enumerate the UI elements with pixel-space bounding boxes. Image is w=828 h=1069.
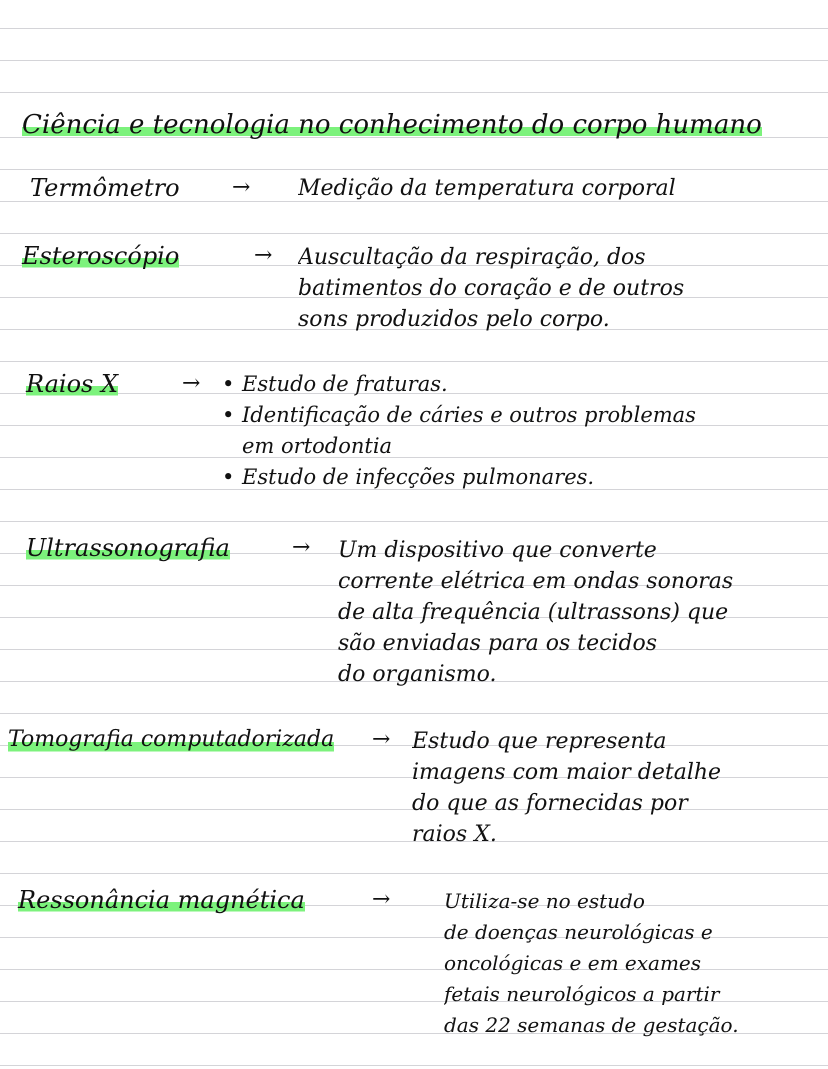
arrow-icon: → — [372, 887, 391, 912]
arrow-icon: → — [232, 175, 251, 200]
term-esteroscopio: Esteroscópio — [22, 242, 180, 270]
desc-ultrassonografia: Um dispositivo que converte corrente elétrica em ondas sonoras de alta frequência (ultrassons) que são enviadas para os tecidos do organismo. — [338, 538, 734, 687]
bullet-list-raios-x — [222, 369, 822, 493]
arrow-icon: → — [292, 535, 311, 560]
term-ultrassonografia: Ultrassonografia — [26, 534, 230, 562]
bullet-item: • Estudo de fraturas. — [222, 369, 822, 400]
term-raios-x: Raios X — [26, 370, 119, 398]
term-ressonancia: Ressonância magnética — [18, 886, 305, 914]
desc-ressonancia: Utiliza-se no estudo de doenças neurológicas e oncológicas e em exames fetais neurológicos a partir das 22 semanas de gestação. — [444, 889, 739, 1037]
page-title — [22, 108, 822, 142]
title-highlight: Ciência e tecnologia no conhecimento do corpo humano — [22, 110, 762, 140]
arrow-icon: → — [254, 243, 273, 268]
arrow-icon: → — [372, 727, 391, 752]
desc-esteroscopio: Auscultação da respiração, dos batimentos do coração e de outros sons produzidos pelo corpo. — [298, 245, 685, 332]
term-tomografia: Tomografia computadorizada — [8, 724, 334, 756]
arrow-icon: → — [182, 371, 201, 396]
bullet-item: • Estudo de infecções pulmonares. — [222, 462, 822, 493]
desc-tomografia: Estudo que representa imagens com maior detalhe do que as fornecidas por raios X. — [412, 729, 722, 847]
desc-termometro: Medição da temperatura corporal — [298, 176, 676, 201]
bullet-item: • Identificação de cáries e outros problemas em ortodontia — [222, 400, 822, 462]
term-termometro: Termômetro — [30, 174, 180, 202]
